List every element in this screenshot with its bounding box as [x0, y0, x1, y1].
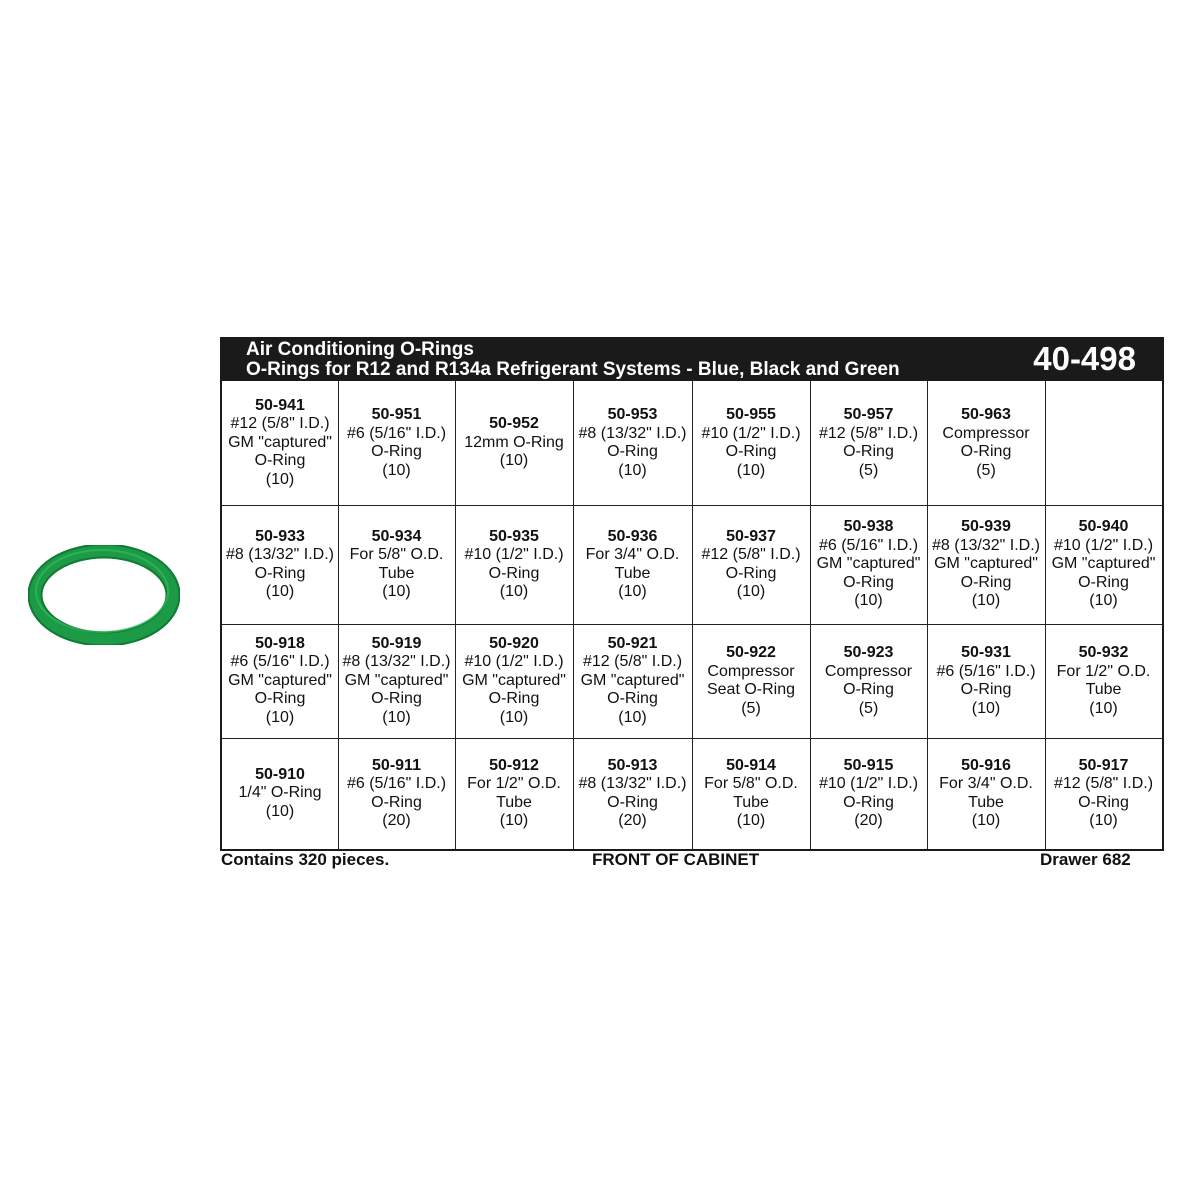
part-description-line: GM "captured": [816, 555, 921, 573]
part-description-line: #6 (5/16" I.D.): [346, 424, 447, 442]
part-number: 50-933: [255, 527, 305, 545]
part-description-line: (20): [618, 812, 647, 829]
part-number: 50-911: [372, 756, 421, 774]
part-cell: [573, 505, 692, 624]
part-description-line: Tube: [968, 793, 1004, 811]
grid-divider: [927, 381, 928, 849]
part-number: 50-939: [961, 518, 1011, 536]
part-description-line: (10): [265, 708, 295, 726]
part-description-line: O-Ring: [607, 690, 658, 708]
part-cell: [810, 738, 927, 849]
part-description-line: #6 (5/16" I.D.): [230, 653, 330, 671]
part-description-line: (10): [971, 592, 1001, 610]
part-description-line: O-Ring: [725, 443, 777, 460]
part-description-line: #8 (13/32" I.D.): [226, 546, 334, 563]
part-description-line: O-Ring: [607, 793, 658, 811]
part-description-line: (10): [971, 812, 1001, 829]
part-description-line: (10): [499, 583, 529, 600]
part-cell: [692, 624, 810, 738]
part-description-line: Tube: [614, 564, 651, 582]
part-cell: [927, 738, 1045, 849]
part-cell: [1045, 624, 1162, 738]
part-number: 50-963: [961, 406, 1011, 423]
header-title: Air Conditioning O-Rings: [246, 339, 474, 360]
part-number: 50-913: [607, 756, 658, 774]
part-cell: [1045, 738, 1162, 849]
part-description-line: GM "captured": [344, 671, 449, 689]
part-cell: [338, 624, 455, 738]
part-description-line: (10): [736, 583, 766, 600]
part-number: 50-919: [371, 634, 422, 652]
part-cell: [692, 505, 810, 624]
part-number: 50-912: [489, 756, 539, 774]
part-description-line: (10): [854, 592, 883, 610]
part-description-line: GM "captured": [228, 433, 332, 451]
part-number: 50-935: [489, 527, 539, 545]
grid-divider: [222, 624, 1162, 625]
part-description-line: For 1/2" O.D.: [467, 775, 561, 792]
part-number: 50-910: [255, 765, 305, 783]
part-description-line: #12 (5/8" I.D.): [1053, 775, 1154, 792]
part-number: 50-938: [843, 518, 894, 536]
part-cell: [573, 624, 692, 738]
part-description-line: (5): [858, 461, 879, 479]
part-description-line: (10): [265, 583, 295, 600]
part-number: 50-951: [371, 406, 422, 423]
part-cell: [455, 624, 573, 738]
part-description-line: Compressor: [824, 662, 913, 680]
part-cell: [222, 738, 338, 849]
front-of-cabinet-label: FRONT OF CABINET: [592, 850, 760, 869]
part-cell: [222, 624, 338, 738]
part-number: 50-936: [607, 527, 658, 545]
part-description-line: (10): [618, 708, 647, 726]
part-description-line: (10): [736, 461, 766, 479]
part-cell: [573, 381, 692, 505]
part-description-line: (20): [854, 812, 883, 829]
part-number: 50-940: [1078, 518, 1129, 536]
part-description-line: O-Ring: [1078, 573, 1129, 591]
part-cell: [338, 505, 455, 624]
part-cell: [338, 381, 455, 505]
part-cell: [927, 381, 1045, 505]
part-description-line: For 5/8" O.D.: [704, 775, 798, 792]
part-description-line: O-Ring: [371, 443, 422, 460]
part-description-line: (10): [1089, 592, 1118, 610]
part-description-line: (10): [382, 708, 411, 726]
part-cell: [455, 381, 573, 505]
part-number: 50-937: [726, 527, 776, 545]
part-cell: [692, 738, 810, 849]
part-cell: [573, 738, 692, 849]
grid-divider: [222, 505, 1162, 506]
part-description-line: (20): [382, 812, 411, 829]
part-number: 50-921: [607, 634, 658, 652]
part-description-line: GM "captured": [580, 671, 685, 689]
part-description-line: Compressor: [707, 662, 795, 680]
part-description-line: For 3/4" O.D.: [939, 775, 1033, 792]
part-description-line: O-Ring: [254, 690, 306, 708]
part-description-line: Tube: [1085, 681, 1122, 698]
part-description-line: O-Ring: [960, 443, 1012, 460]
part-description-line: For 1/2" O.D.: [1056, 662, 1151, 680]
part-number: 50-923: [843, 644, 894, 661]
part-cell: [338, 738, 455, 849]
part-description-line: For 3/4" O.D.: [585, 546, 680, 563]
part-description-line: O-Ring: [725, 564, 777, 582]
part-description-line: (10): [736, 812, 766, 829]
part-description-line: For 5/8" O.D.: [349, 546, 444, 563]
part-cell: [927, 624, 1045, 738]
part-description-line: (10): [265, 470, 295, 488]
part-description-line: O-Ring: [960, 573, 1012, 591]
part-description-line: #10 (1/2" I.D.): [464, 546, 564, 563]
part-description-line: #6 (5/16" I.D.): [818, 536, 919, 554]
part-number: 50-922: [726, 644, 776, 661]
part-number: 50-941: [255, 396, 305, 414]
part-number: 50-932: [1078, 644, 1129, 661]
grid-divider: [455, 381, 456, 849]
green-o-ring-icon: [28, 545, 180, 645]
part-cell: [810, 381, 927, 505]
part-description-line: #10 (1/2" I.D.): [464, 653, 564, 671]
part-description-line: O-Ring: [371, 690, 422, 708]
part-description-line: GM "captured": [1051, 555, 1156, 573]
part-description-line: #12 (5/8" I.D.): [582, 653, 683, 671]
grid-divider: [338, 381, 339, 849]
chart-header: [222, 339, 1162, 381]
part-description-line: (10): [499, 452, 529, 470]
part-description-line: #12 (5/8" I.D.): [230, 415, 330, 433]
part-description-line: (10): [499, 812, 529, 829]
part-cell: [810, 624, 927, 738]
part-number: 50-931: [961, 644, 1011, 661]
part-description-line: #10 (1/2" I.D.): [701, 424, 801, 442]
part-description-line: #8 (13/32" I.D.): [578, 775, 687, 792]
part-description-line: Seat O-Ring: [706, 681, 796, 698]
drawer-number: Drawer 682: [1040, 850, 1131, 869]
part-description-line: O-Ring: [607, 443, 658, 460]
part-description-line: GM "captured": [228, 671, 332, 689]
part-number: 50-916: [961, 756, 1011, 774]
part-number: 50-952: [489, 415, 539, 433]
part-description-line: Compressor: [942, 424, 1030, 442]
part-cell: [455, 505, 573, 624]
empty-cell: [1045, 381, 1162, 505]
part-description-line: #10 (1/2" I.D.): [818, 775, 919, 792]
part-description-line: (10): [1089, 812, 1118, 829]
part-description-line: #8 (13/32" I.D.): [342, 653, 451, 671]
grid-divider: [692, 381, 693, 849]
kit-number: 40-498: [1033, 340, 1136, 377]
part-cell: [927, 505, 1045, 624]
part-description-line: #6 (5/16" I.D.): [936, 662, 1036, 680]
part-description-line: O-Ring: [843, 573, 894, 591]
part-description-line: O-Ring: [254, 564, 306, 582]
part-description-line: O-Ring: [843, 793, 894, 811]
grid-divider: [810, 381, 811, 849]
part-cell: [810, 505, 927, 624]
drawer-chart: [220, 337, 1164, 851]
part-description-line: O-Ring: [843, 681, 894, 698]
part-description-line: O-Ring: [1078, 793, 1129, 811]
grid-divider: [222, 738, 1162, 739]
part-description-line: Tube: [733, 793, 769, 811]
part-number: 50-914: [726, 756, 776, 774]
part-number: 50-920: [489, 634, 539, 652]
part-description-line: (5): [858, 699, 879, 717]
part-description-line: (10): [618, 461, 647, 479]
part-description-line: O-Ring: [254, 452, 306, 470]
part-description-line: Tube: [496, 793, 532, 811]
part-description-line: #6 (5/16" I.D.): [346, 775, 447, 792]
part-description-line: O-Ring: [843, 443, 894, 460]
part-description-line: (10): [618, 583, 647, 600]
part-description-line: O-Ring: [488, 690, 540, 708]
part-description-line: 12mm O-Ring: [464, 433, 564, 451]
part-description-line: O-Ring: [371, 793, 422, 811]
grid-divider: [1045, 381, 1046, 849]
part-description-line: #12 (5/8" I.D.): [701, 546, 801, 563]
part-description-line: #8 (13/32" I.D.): [932, 536, 1040, 554]
part-description-line: (5): [741, 699, 761, 717]
part-number: 50-917: [1078, 756, 1129, 774]
part-number: 50-957: [843, 406, 894, 423]
part-description-line: GM "captured": [462, 671, 566, 689]
part-description-line: (10): [382, 461, 411, 479]
part-cell: [455, 738, 573, 849]
part-cell: [1045, 505, 1162, 624]
header-subtitle: O-Rings for R12 and R134a Refrigerant Systems - Blue, Black and Green: [246, 359, 900, 380]
piece-count: Contains 320 pieces.: [221, 850, 390, 869]
part-number: 50-955: [726, 406, 776, 423]
part-description-line: #12 (5/8" I.D.): [818, 424, 919, 442]
part-cell: [222, 381, 338, 505]
part-description-line: GM "captured": [934, 555, 1038, 573]
part-description-line: (10): [265, 802, 295, 820]
part-cell: [692, 381, 810, 505]
part-description-line: O-Ring: [960, 681, 1012, 698]
part-description-line: O-Ring: [488, 564, 540, 582]
part-description-line: (10): [382, 583, 411, 600]
part-cell: [222, 505, 338, 624]
part-description-line: (10): [971, 699, 1001, 717]
part-description-line: Tube: [378, 564, 415, 582]
part-description-line: 1/4" O-Ring: [238, 784, 322, 802]
grid-divider: [573, 381, 574, 849]
parts-grid: [222, 381, 1162, 849]
part-description-line: (5): [976, 461, 996, 479]
part-description-line: (10): [499, 708, 529, 726]
part-number: 50-934: [371, 527, 422, 545]
part-description-line: #10 (1/2" I.D.): [1053, 536, 1154, 554]
part-number: 50-915: [843, 756, 894, 774]
part-description-line: #8 (13/32" I.D.): [578, 424, 687, 442]
part-number: 50-918: [255, 634, 305, 652]
part-number: 50-953: [607, 406, 658, 423]
part-description-line: (10): [1089, 699, 1118, 717]
